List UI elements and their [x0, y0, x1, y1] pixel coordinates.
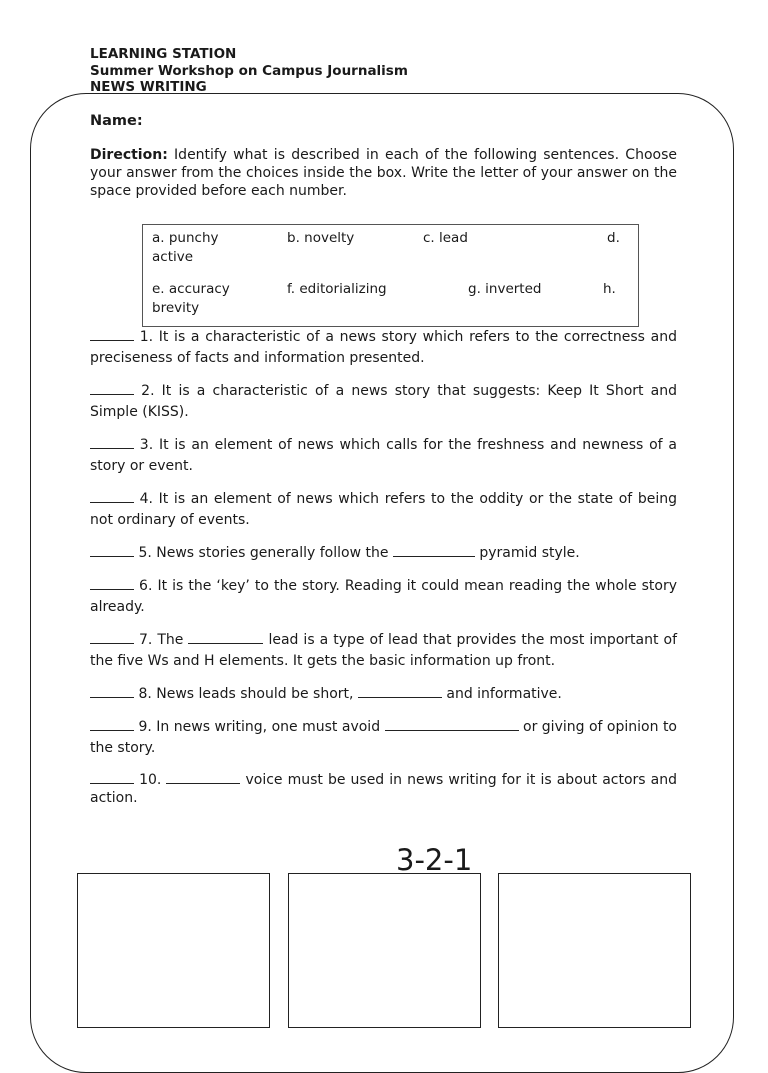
direction-label: Direction: — [90, 147, 168, 163]
choice-g: g. inverted — [468, 281, 542, 297]
direction-paragraph — [90, 146, 677, 200]
choices-box — [142, 224, 639, 327]
answer-blank[interactable] — [90, 490, 134, 503]
fill-in-blank[interactable] — [166, 771, 240, 784]
choices-row-1 — [152, 229, 630, 269]
fill-in-blank[interactable] — [358, 685, 442, 698]
answer-blank[interactable] — [90, 382, 134, 395]
question-8 — [90, 684, 677, 705]
question-text: 1. It is a characteristic of a news story which refers to the correctness and preciseness of facts and information presented. — [90, 329, 677, 366]
choices-row-2 — [152, 280, 630, 320]
choice-h: h. — [603, 281, 616, 297]
answer-blank[interactable] — [90, 685, 134, 698]
answer-blank[interactable] — [90, 631, 134, 644]
question-text: 8. News leads should be short, — [134, 686, 358, 702]
question-text-tail: and informative. — [441, 686, 562, 702]
fill-in-blank[interactable] — [393, 544, 475, 557]
question-2 — [90, 381, 677, 423]
question-6 — [90, 576, 677, 618]
question-text: 3. It is an element of news which calls for the freshness and newness of a story or event. — [90, 437, 677, 474]
answer-box-1[interactable] — [77, 873, 270, 1028]
question-text-tail: or giving of opinion to the story. — [90, 719, 677, 756]
fill-in-blank[interactable] — [385, 718, 519, 731]
choice-d: d. — [607, 230, 620, 246]
choice-h-word: brevity — [152, 300, 200, 316]
question-10 — [90, 771, 677, 807]
question-text: 4. It is an element of news which refers to the oddity or the state of being not ordinary of events. — [90, 491, 677, 528]
answer-blank[interactable] — [90, 436, 134, 449]
question-5 — [90, 543, 677, 564]
three-two-one-label: 3-2-1 — [396, 843, 473, 877]
answer-box-3[interactable] — [498, 873, 691, 1028]
choice-f: f. editorializing — [287, 281, 387, 297]
answer-blank[interactable] — [90, 544, 134, 557]
answer-blank[interactable] — [90, 718, 134, 731]
question-text-tail: voice must be used in news writing for it is about actors and action. — [90, 772, 677, 806]
question-1 — [90, 327, 677, 369]
question-text: 10. — [134, 772, 167, 788]
choice-b: b. novelty — [287, 230, 355, 246]
worksheet-header — [90, 46, 408, 96]
worksheet-body — [90, 113, 677, 819]
answer-box-2[interactable] — [288, 873, 481, 1028]
fill-in-blank[interactable] — [188, 631, 263, 644]
direction-text: Identify what is described in each of the following sentences. Choose your answer from the choices inside the box. Write the letter of your answer on the space provided before each number. — [90, 147, 677, 199]
answer-blank[interactable] — [90, 577, 134, 590]
question-text: 5. News stories generally follow the — [134, 545, 393, 561]
answer-blank[interactable] — [90, 771, 134, 784]
header-workshop: Summer Workshop on Campus Journalism — [90, 62, 408, 79]
question-7 — [90, 630, 677, 672]
answer-blank[interactable] — [90, 328, 134, 341]
question-text: 7. The — [134, 632, 189, 648]
question-9 — [90, 717, 677, 759]
choice-d-word: active — [152, 249, 194, 265]
question-4 — [90, 489, 677, 531]
question-text: 6. It is the ‘key’ to the story. Reading it could mean reading the whole story already. — [90, 578, 677, 615]
choice-e: e. accuracy — [152, 281, 230, 297]
header-station: LEARNING STATION — [90, 46, 237, 62]
question-text: 9. In news writing, one must avoid — [134, 719, 385, 735]
header-topic: NEWS WRITING — [90, 79, 207, 95]
choice-c: c. lead — [423, 230, 468, 246]
name-label: Name: — [90, 113, 143, 129]
question-3 — [90, 435, 677, 477]
choice-a: a. punchy — [152, 230, 219, 246]
question-text-tail: pyramid style. — [474, 545, 580, 561]
question-text: 2. It is a characteristic of a news story that suggests: Keep It Short and Simple (KISS). — [90, 383, 677, 420]
question-text-tail: lead is a type of lead that provides the most important of the five Ws and H elements. It gets the basic information up front. — [90, 632, 677, 669]
